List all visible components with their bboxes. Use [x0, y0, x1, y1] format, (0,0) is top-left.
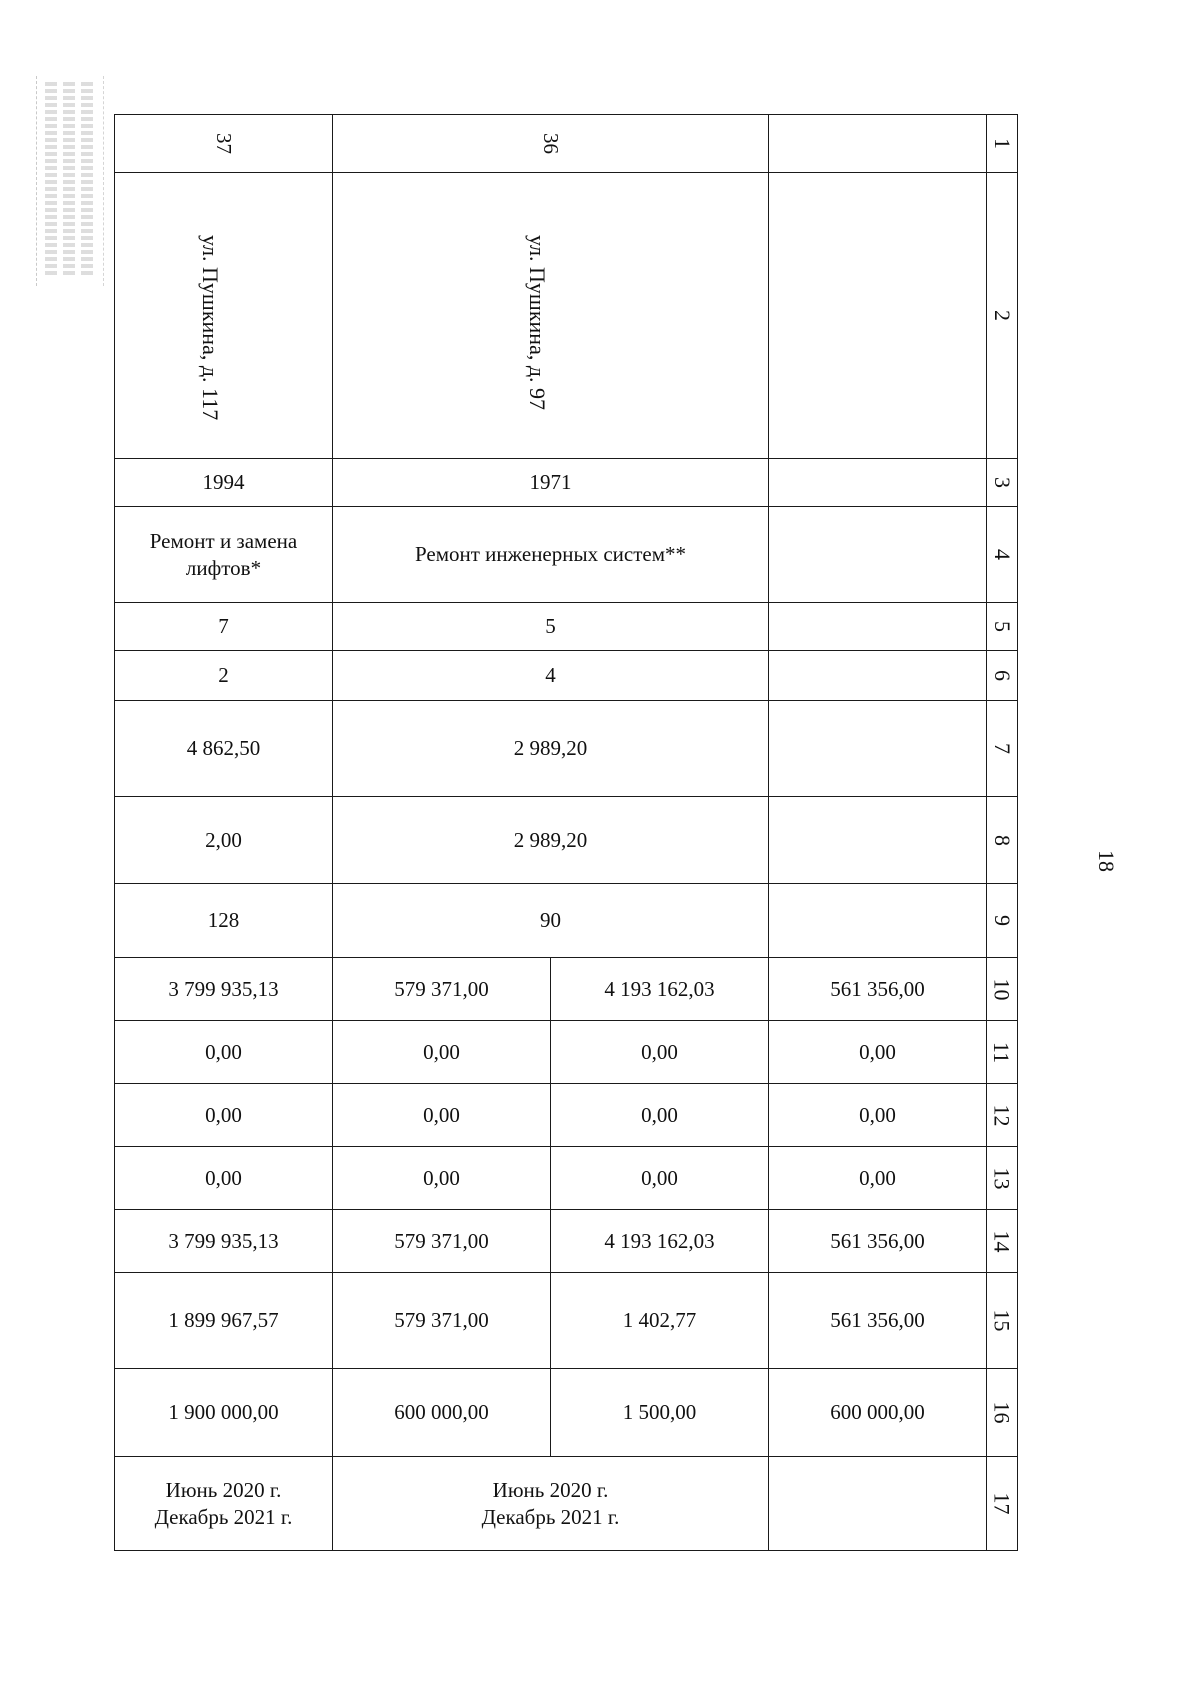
value-cell: 4 193 162,03 — [551, 958, 769, 1021]
value-cell: 90 — [333, 884, 769, 958]
address-text: ул. Пушкина, д. 117 — [197, 235, 223, 421]
year-cell: 1971 — [333, 459, 769, 507]
empty-cell — [769, 173, 987, 459]
column-number: 14 — [989, 1230, 1015, 1252]
table-row — [115, 797, 1018, 884]
value-cell: 1 500,00 — [551, 1369, 769, 1457]
value-cell: 0,00 — [551, 1084, 769, 1147]
value-cell: 3 799 935,13 — [115, 1210, 333, 1273]
empty-cell — [769, 884, 987, 958]
table-row — [115, 1021, 1018, 1084]
table-row — [115, 1457, 1018, 1551]
value-cell: 561 356,00 — [769, 1210, 987, 1273]
empty-cell — [769, 651, 987, 701]
value-cell: 4 862,50 — [115, 701, 333, 797]
address-cell — [333, 173, 769, 459]
table-row — [115, 701, 1018, 797]
value-cell: 7 — [115, 603, 333, 651]
column-number: 6 — [989, 670, 1015, 681]
row-number: 36 — [539, 133, 563, 154]
column-number-cell — [987, 1210, 1018, 1273]
table-row — [115, 1147, 1018, 1210]
column-number: 9 — [989, 915, 1015, 926]
value-cell: 2 989,20 — [333, 797, 769, 884]
column-number-cell — [987, 173, 1018, 459]
row-number: 37 — [212, 133, 236, 154]
column-number-cell — [987, 884, 1018, 958]
column-number-cell — [987, 603, 1018, 651]
empty-cell — [769, 603, 987, 651]
value-cell: 0,00 — [769, 1021, 987, 1084]
table-row — [115, 651, 1018, 701]
column-number-cell — [987, 507, 1018, 603]
column-number-cell — [987, 1273, 1018, 1369]
table-row — [115, 958, 1018, 1021]
column-number: 8 — [989, 834, 1015, 846]
table-row — [115, 1273, 1018, 1369]
value-cell: 0,00 — [115, 1021, 333, 1084]
table-row — [115, 459, 1018, 507]
table-row — [115, 884, 1018, 958]
value-cell: 128 — [115, 884, 333, 958]
value-cell: 579 371,00 — [333, 1273, 551, 1369]
value-cell: 579 371,00 — [333, 958, 551, 1021]
column-number-cell — [987, 1457, 1018, 1551]
value-cell: 0,00 — [115, 1084, 333, 1147]
period-cell: Июнь 2020 г. Декабрь 2021 г. — [115, 1457, 333, 1551]
value-cell: 3 799 935,13 — [115, 958, 333, 1021]
value-cell: 0,00 — [115, 1147, 333, 1210]
column-number: 2 — [989, 310, 1015, 321]
address-text: ул. Пушкина, д. 97 — [524, 235, 550, 411]
value-cell: 1 900 000,00 — [115, 1369, 333, 1457]
value-cell: 0,00 — [551, 1147, 769, 1210]
empty-cell — [769, 1457, 987, 1551]
empty-cell — [769, 459, 987, 507]
value-cell: 0,00 — [769, 1084, 987, 1147]
period-cell: Июнь 2020 г. Декабрь 2021 г. — [333, 1457, 769, 1551]
registration-stamp — [36, 76, 104, 286]
column-number: 3 — [989, 477, 1015, 488]
column-number: 15 — [989, 1309, 1015, 1332]
column-number-cell — [987, 115, 1018, 173]
column-number: 7 — [989, 743, 1015, 754]
empty-cell — [769, 507, 987, 603]
column-number-cell — [987, 1147, 1018, 1210]
value-cell: 600 000,00 — [769, 1369, 987, 1457]
value-cell: 1 899 967,57 — [115, 1273, 333, 1369]
column-number: 1 — [989, 138, 1015, 149]
empty-cell — [769, 797, 987, 884]
table-row — [115, 173, 1018, 459]
column-number: 16 — [989, 1401, 1015, 1424]
column-number: 4 — [989, 549, 1015, 560]
table-row — [115, 115, 1018, 173]
column-number-cell — [987, 1084, 1018, 1147]
value-cell: 0,00 — [769, 1147, 987, 1210]
column-number: 13 — [989, 1167, 1015, 1189]
works-table — [114, 114, 1018, 1551]
empty-cell — [769, 115, 987, 173]
column-number: 12 — [989, 1104, 1015, 1126]
value-cell: 600 000,00 — [333, 1369, 551, 1457]
value-cell: 0,00 — [333, 1084, 551, 1147]
column-number-cell — [987, 459, 1018, 507]
column-number: 10 — [989, 978, 1015, 1000]
value-cell: 4 193 162,03 — [551, 1210, 769, 1273]
value-cell: 5 — [333, 603, 769, 651]
column-number: 5 — [989, 621, 1015, 632]
year-cell: 1994 — [115, 459, 333, 507]
value-cell: 0,00 — [333, 1021, 551, 1084]
table-row — [115, 1084, 1018, 1147]
value-cell: 579 371,00 — [333, 1210, 551, 1273]
page-number: 18 — [1094, 850, 1119, 872]
table-row — [115, 1210, 1018, 1273]
work-type-cell: Ремонт инженерных систем** — [333, 507, 769, 603]
table-row — [115, 507, 1018, 603]
table-row — [115, 603, 1018, 651]
value-cell: 2 — [115, 651, 333, 701]
table-row — [115, 1369, 1018, 1457]
value-cell: 561 356,00 — [769, 958, 987, 1021]
column-number-cell — [987, 958, 1018, 1021]
column-number-cell — [987, 1021, 1018, 1084]
empty-cell — [769, 701, 987, 797]
address-cell — [115, 173, 333, 459]
value-cell: 2,00 — [115, 797, 333, 884]
column-number-cell — [987, 701, 1018, 797]
column-number-cell — [987, 651, 1018, 701]
column-number-cell — [987, 1369, 1018, 1457]
column-number-cell — [987, 797, 1018, 884]
row-number-cell — [115, 115, 333, 173]
work-type-cell: Ремонт и замена лифтов* — [115, 507, 333, 603]
column-number: 11 — [989, 1041, 1015, 1063]
column-number: 17 — [989, 1492, 1015, 1515]
value-cell: 1 402,77 — [551, 1273, 769, 1369]
value-cell: 561 356,00 — [769, 1273, 987, 1369]
row-number-cell — [333, 115, 769, 173]
value-cell: 0,00 — [333, 1147, 551, 1210]
value-cell: 4 — [333, 651, 769, 701]
value-cell: 0,00 — [551, 1021, 769, 1084]
value-cell: 2 989,20 — [333, 701, 769, 797]
